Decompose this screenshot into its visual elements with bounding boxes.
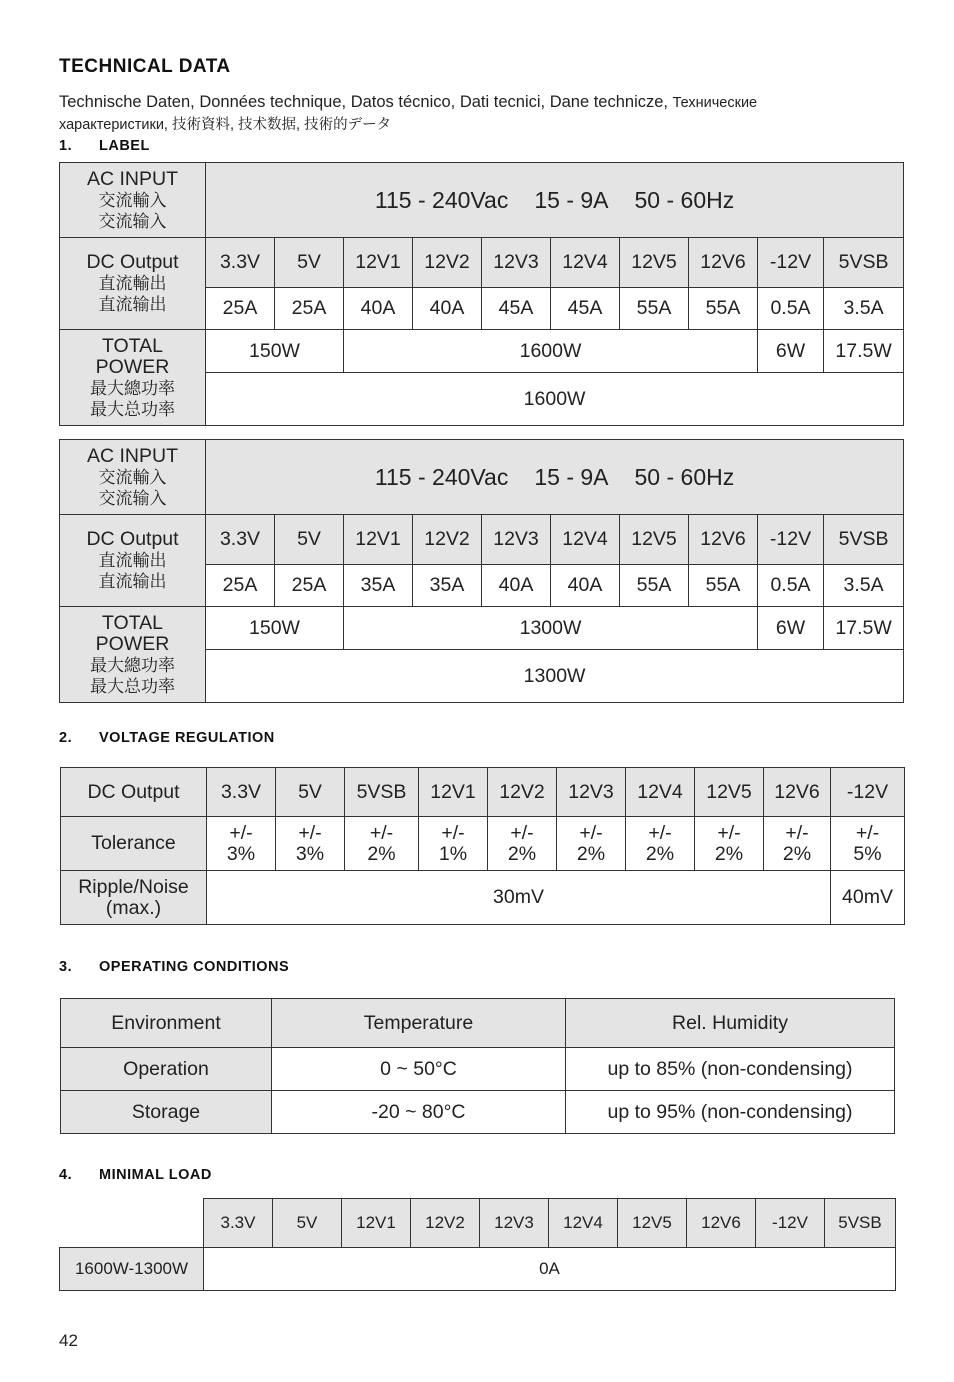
- dc-output-header: DC Output 直流輸出 直流输出: [60, 238, 206, 330]
- total-power-value: 1300W: [206, 650, 904, 703]
- page-number: 42: [59, 1331, 78, 1350]
- power-low-rails: 150W: [206, 330, 344, 373]
- ac-input-header: AC INPUT 交流輸入 交流输入: [60, 440, 206, 515]
- subtitle-line2: характеристики, 技術資料, 技术数据, 技術的データ: [59, 117, 392, 133]
- tolerance-cell: +/- 5%: [831, 817, 905, 871]
- rail-label: 5V: [275, 515, 344, 565]
- rail-label: 3.3V: [207, 768, 276, 817]
- section-minimal-load-heading: 4. MINIMAL LOAD: [59, 1167, 212, 1183]
- section-label-heading: 1. LABEL: [59, 138, 150, 154]
- ripple-noise-header: Ripple/Noise (max.): [61, 871, 207, 925]
- ac-input-value: 115 - 240Vac 15 - 9A 50 - 60Hz: [206, 163, 904, 238]
- power-5vsb: 17.5W: [824, 330, 904, 373]
- rail-label: 12V4: [626, 768, 695, 817]
- tolerance-cell: +/- 3%: [276, 817, 345, 871]
- rail-label: 12V5: [620, 238, 689, 288]
- rail-label: 5V: [273, 1199, 342, 1248]
- temperature-header: Temperature: [272, 999, 566, 1048]
- rail-current: 55A: [620, 288, 689, 330]
- label-table-1300w: [59, 439, 904, 703]
- rail-current: 35A: [413, 565, 482, 607]
- voltage-regulation-table: [60, 767, 905, 925]
- rail-current: 3.5A: [824, 565, 904, 607]
- rail-label: 12V1: [419, 768, 488, 817]
- rail-current: 25A: [206, 565, 275, 607]
- subtitle-ru: Технические: [672, 95, 758, 111]
- operating-conditions-table: [60, 998, 895, 1134]
- rail-label: 12V4: [549, 1199, 618, 1248]
- rail-current: 55A: [620, 565, 689, 607]
- ripple-neg12v-value: 40mV: [831, 871, 905, 925]
- rail-label: 3.3V: [204, 1199, 273, 1248]
- rail-label: -12V: [831, 768, 905, 817]
- rail-label: 5VSB: [345, 768, 419, 817]
- tolerance-cell: +/- 2%: [764, 817, 831, 871]
- rail-current: 0.5A: [758, 565, 824, 607]
- power-12v-rails: 1600W: [344, 330, 758, 373]
- rail-label: 12V1: [344, 238, 413, 288]
- rail-label: 12V6: [764, 768, 831, 817]
- humidity-header: Rel. Humidity: [566, 999, 895, 1048]
- ac-input-value: 115 - 240Vac 15 - 9A 50 - 60Hz: [206, 440, 904, 515]
- rail-label: 12V2: [413, 238, 482, 288]
- total-power-header: TOTAL POWER 最大總功率 最大总功率: [60, 330, 206, 426]
- rail-label: 12V6: [689, 238, 758, 288]
- rail-current: 35A: [344, 565, 413, 607]
- rail-label: 5VSB: [824, 515, 904, 565]
- tolerance-cell: +/- 2%: [345, 817, 419, 871]
- rail-label: 5VSB: [825, 1199, 896, 1248]
- dc-output-header: DC Output 直流輸出 直流输出: [60, 515, 206, 607]
- rail-current: 25A: [206, 288, 275, 330]
- tolerance-cell: +/- 3%: [207, 817, 276, 871]
- rail-current: 40A: [413, 288, 482, 330]
- power-neg12v: 6W: [758, 330, 824, 373]
- total-power-header: TOTAL POWER 最大總功率 最大总功率: [60, 607, 206, 703]
- rail-label: 12V6: [689, 515, 758, 565]
- temperature-operation: 0 ~ 50°C: [272, 1048, 566, 1091]
- rail-label: 12V2: [488, 768, 557, 817]
- rail-label: 12V3: [557, 768, 626, 817]
- page-title: TECHNICAL DATA: [59, 56, 231, 77]
- environment-header: Environment: [61, 999, 272, 1048]
- rail-current: 25A: [275, 565, 344, 607]
- rail-label: 12V6: [687, 1199, 756, 1248]
- tolerance-cell: +/- 2%: [557, 817, 626, 871]
- power-neg12v: 6W: [758, 607, 824, 650]
- rail-current: 45A: [551, 288, 620, 330]
- rail-current: 0.5A: [758, 288, 824, 330]
- tolerance-cell: +/- 2%: [488, 817, 557, 871]
- minimal-load-table: [59, 1198, 896, 1291]
- power-low-rails: 150W: [206, 607, 344, 650]
- tolerance-cell: +/- 2%: [695, 817, 764, 871]
- rail-label: 12V2: [411, 1199, 480, 1248]
- rail-label: 5V: [275, 238, 344, 288]
- rail-label: 12V4: [551, 238, 620, 288]
- rail-current: 40A: [482, 565, 551, 607]
- ac-input-header: AC INPUT 交流輸入 交流输入: [60, 163, 206, 238]
- rail-current: 40A: [344, 288, 413, 330]
- environment-operation: Operation: [61, 1048, 272, 1091]
- humidity-storage: up to 95% (non-condensing): [566, 1091, 895, 1134]
- rail-current: 45A: [482, 288, 551, 330]
- rail-label: 12V1: [344, 515, 413, 565]
- rail-current: 55A: [689, 565, 758, 607]
- humidity-operation: up to 85% (non-condensing): [566, 1048, 895, 1091]
- environment-storage: Storage: [61, 1091, 272, 1134]
- rail-label: 12V4: [551, 515, 620, 565]
- tolerance-header: Tolerance: [61, 817, 207, 871]
- label-table-1600w: [59, 162, 904, 426]
- subtitle-main: Technische Daten, Données technique, Datos técnico, Dati tecnici, Dane technicze,: [59, 93, 673, 111]
- rail-label: 3.3V: [206, 515, 275, 565]
- rail-label: 5V: [276, 768, 345, 817]
- rail-label: 12V5: [695, 768, 764, 817]
- subtitle-translations: [59, 92, 899, 136]
- rail-label: 12V1: [342, 1199, 411, 1248]
- rail-label: 12V5: [620, 515, 689, 565]
- tolerance-cell: +/- 2%: [626, 817, 695, 871]
- section-operating-conditions-heading: 3. OPERATING CONDITIONS: [59, 959, 290, 975]
- rail-label: 12V3: [482, 515, 551, 565]
- ripple-main-value: 30mV: [207, 871, 831, 925]
- minimal-load-corner-cell: [60, 1199, 204, 1248]
- rail-label: -12V: [758, 515, 824, 565]
- rail-label: -12V: [756, 1199, 825, 1248]
- rail-current: 3.5A: [824, 288, 904, 330]
- rail-label: 5VSB: [824, 238, 904, 288]
- minimal-load-model: 1600W-1300W: [60, 1248, 204, 1291]
- rail-label: -12V: [758, 238, 824, 288]
- total-power-value: 1600W: [206, 373, 904, 426]
- rail-label: 12V2: [413, 515, 482, 565]
- minimal-load-value: 0A: [204, 1248, 896, 1291]
- tolerance-cell: +/- 1%: [419, 817, 488, 871]
- rail-label: 12V5: [618, 1199, 687, 1248]
- section-voltage-regulation-heading: 2. VOLTAGE REGULATION: [59, 730, 275, 746]
- rail-label: 12V3: [482, 238, 551, 288]
- rail-label: 3.3V: [206, 238, 275, 288]
- power-12v-rails: 1300W: [344, 607, 758, 650]
- power-5vsb: 17.5W: [824, 607, 904, 650]
- rail-current: 55A: [689, 288, 758, 330]
- rail-current: 25A: [275, 288, 344, 330]
- temperature-storage: -20 ~ 80°C: [272, 1091, 566, 1134]
- dc-output-header: DC Output: [61, 768, 207, 817]
- rail-current: 40A: [551, 565, 620, 607]
- rail-label: 12V3: [480, 1199, 549, 1248]
